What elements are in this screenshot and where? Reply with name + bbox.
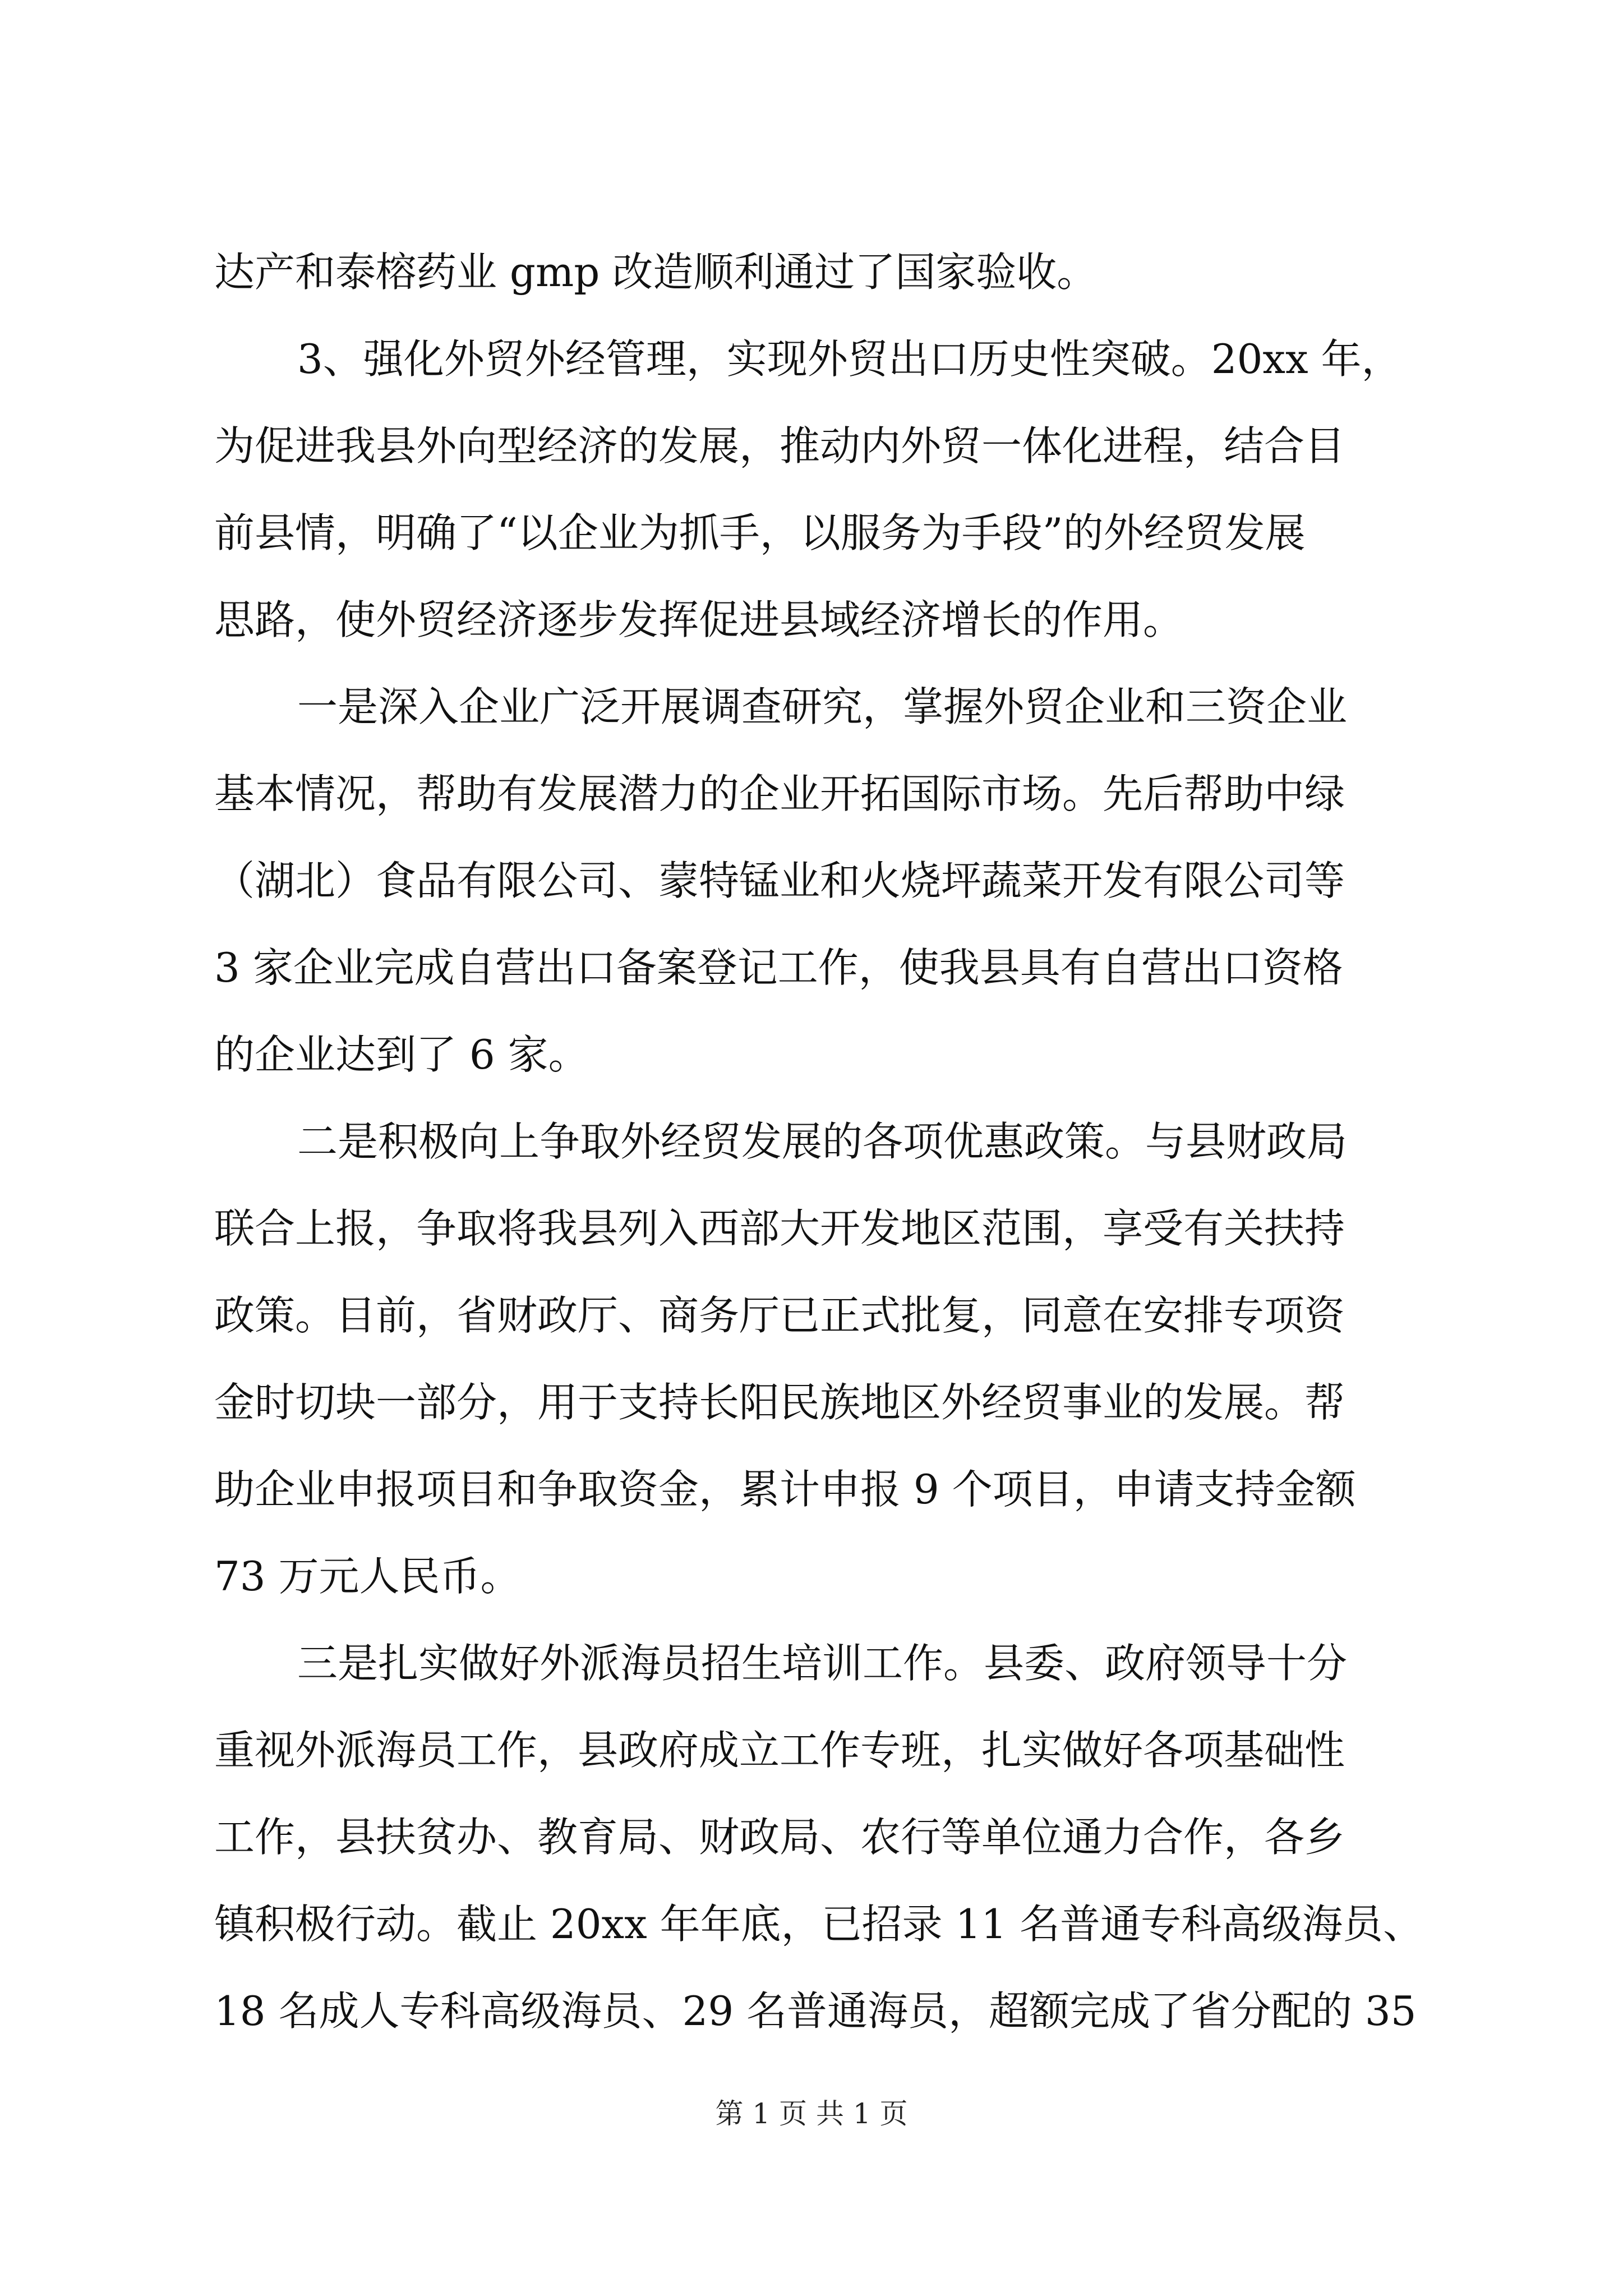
text-line: 的企业达到了 6 家。 [214,1031,589,1078]
text-line: 基本情况，帮助有发展潜力的企业开拓国际市场。先后帮助中绿 [214,770,1345,817]
text-line: 前县情，明确了“以企业为抓手，以服务为手段”的外经贸发展 [214,509,1306,556]
text-line: 助企业申报项目和争取资金，累计申报 9 个项目，申请支持金额 [214,1466,1356,1513]
text-line: 思路，使外贸经济逐步发挥促进县域经济增长的作用。 [214,596,1184,643]
text-line: 政策。目前，省财政厅、商务厅已正式批复，同意在安排专项资 [214,1292,1345,1339]
document-body [214,229,1423,2055]
text-line: 3 家企业完成自营出口备案登记工作，使我县具有自营出口资格 [214,944,1343,991]
text-line: 3、强化外贸外经管理，实现外贸出口历史性突破。20xx 年， [297,335,1402,383]
text-line: 工作，县扶贫办、教育局、财政局、农行等单位通力合作，各乡 [214,1814,1345,1861]
text-line: 镇积极行动。截止 20xx 年年底，已招录 11 名普通专科高级海员、 [214,1901,1423,1948]
text-line: 金时切块一部分，用于支持长阳民族地区外经贸事业的发展。帮 [214,1379,1345,1426]
text-line: 为促进我县外向型经济的发展，推动内外贸一体化进程，结合目 [214,422,1345,470]
text-line: 重视外派海员工作，县政府成立工作专班，扎实做好各项基础性 [214,1727,1345,1774]
page-number-footer: 第 1 页 共 1 页 [715,2097,908,2130]
text-line: 73 万元人民币。 [214,1553,521,1600]
text-line: 一是深入企业广泛开展调查研究，掌握外贸企业和三资企业 [297,683,1348,730]
text-line: 联合上报，争取将我县列入西部大开发地区范围，享受有关扶持 [214,1205,1345,1252]
text-line: （湖北）食品有限公司、蒙特锰业和火烧坪蔬菜开发有限公司等 [214,857,1345,904]
text-line: 18 名成人专科高级海员、29 名普通海员，超额完成了省分配的 35 [214,1987,1417,2035]
text-line: 三是扎实做好外派海员招生培训工作。县委、政府领导十分 [297,1640,1348,1687]
text-line: 达产和泰榕药业 gmp 改造顺利通过了国家验收。 [214,249,1098,296]
text-line: 二是积极向上争取外经贸发展的各项优惠政策。与县财政局 [297,1118,1348,1165]
